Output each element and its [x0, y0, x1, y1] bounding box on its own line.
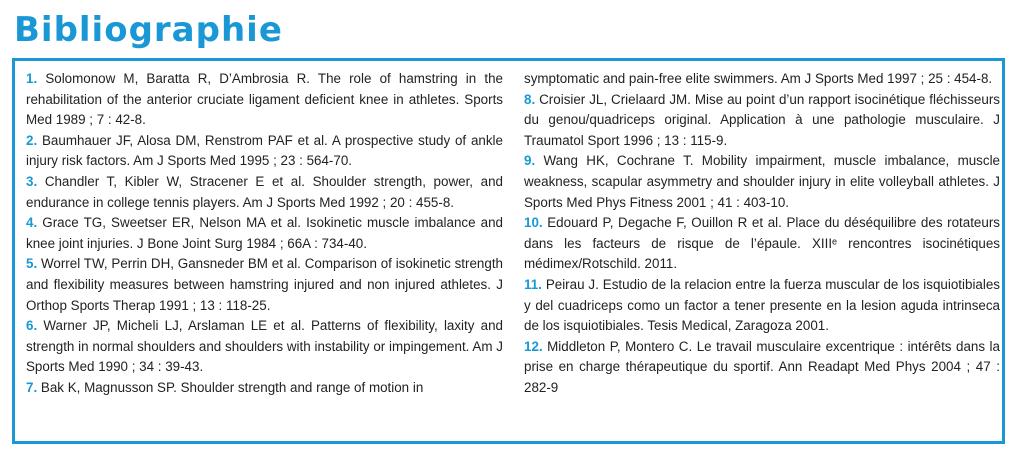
reference-item	[26, 378, 503, 399]
reference-text: Warner JP, Micheli LJ, Arslaman LE et al. Patterns of flexibility, laxity and strength in normal shoulders and shoulders with instability or impingement. Am J Sports Med 1990 ; 34 : 39-43.	[26, 318, 503, 375]
reference-text: Grace TG, Sweetser ER, Nelson MA et al. Isokinetic muscle imbalance and knee joint injuries. J Bone Joint Surg 1984 ; 66A : 734-40.	[26, 215, 503, 251]
reference-number: 6.	[26, 318, 38, 334]
reference-number: 11.	[524, 276, 542, 292]
reference-item	[524, 151, 1000, 213]
reference-item	[524, 90, 1000, 152]
reference-number: 8.	[524, 91, 536, 107]
reference-text: Bak K, Magnusson SP. Shoulder strength and range of motion in	[40, 379, 424, 395]
reference-item	[26, 254, 503, 316]
reference-text: Middleton P, Montero C. Le travail musculaire excentrique : intérêts dans la prise en charge thérapeutique du sportif. Ann Readapt Med Phys 2004 ; 47 : 282-9	[524, 338, 1000, 395]
reference-text: Croisier JL, Crielaard JM. Mise au point d’un rapport isocinétique fléchisseurs du genou/quadriceps original. Application à une pathologie musculaire. J Traumatol Sport 1996 ; 13 : 115-9.	[524, 91, 1000, 148]
reference-text: Wang HK, Cochrane T. Mobility impairment, muscle imbalance, muscle weakness, scapular asymmetry and shoulder injury in elite volleyball athletes. J Sports Med Phys Fitness 2001 ; 41 : 403-10.	[524, 153, 1000, 210]
reference-text: Chandler T, Kibler W, Stracener E et al. Shoulder strength, power, and endurance in college tennis players. Am J Sports Med 1992 ; 20 : 455-8.	[26, 173, 503, 210]
reference-item	[26, 213, 503, 254]
reference-number: 1.	[26, 71, 38, 86]
reference-text: symptomatic and pain-free elite swimmers. Am J Sports Med 1997 ; 25 : 454-8.	[524, 71, 993, 86]
bibliography-box	[12, 58, 1005, 444]
reference-item	[26, 316, 503, 378]
reference-text: Baumhauer JF, Alosa DM, Renstrom PAF et al. A prospective study of ankle injury risk factors. Am J Sports Med 1995 ; 23 : 564-70.	[26, 132, 503, 169]
references-column-left	[26, 69, 503, 399]
reference-item	[26, 172, 503, 213]
reference-number: 7.	[26, 379, 38, 395]
reference-item	[26, 131, 503, 172]
reference-number: 12.	[524, 338, 543, 354]
reference-item	[524, 275, 1000, 337]
reference-number: 2.	[26, 132, 38, 148]
reference-item	[524, 337, 1000, 399]
reference-text: Worrel TW, Perrin DH, Gansneder BM et al. Comparison of isokinetic strength and flexibility measures between hamstring injured and non injured athletes. J Orthop Sports Therap 1991 ; 13 : 118-25.	[26, 256, 503, 313]
reference-item	[26, 69, 503, 131]
reference-number: 4.	[26, 215, 38, 231]
reference-text: Edouard P, Degache F, Ouillon R et al. Place du déséquilibre des rotateurs dans les facteurs de risque de l’épaule. XIIIᵉ rencontres isocinétiques médimex/Rotschild. 2011.	[524, 215, 1000, 272]
page-title: Bibliographie	[14, 10, 283, 50]
reference-number: 5.	[26, 256, 38, 272]
reference-text: Solomonow M, Baratta R, D’Ambrosia R. The role of hamstring in the rehabilitation of the anterior cruciate ligament deficient knee in athletes. Sports Med 1989 ; 7 : 42-8.	[26, 71, 503, 128]
reference-number: 9.	[524, 153, 536, 169]
reference-item-continued	[524, 69, 1000, 90]
reference-number: 3.	[26, 173, 38, 189]
reference-item	[524, 213, 1000, 275]
reference-text: Peirau J. Estudio de la relacion entre la fuerza muscular de los isquiotibiales y del cuadriceps como un factor a tener presente en la lesion aguda intrinseca de los isquiotibiales. Tesis Medical, Zaragoza 2001.	[524, 276, 1000, 334]
references-column-right	[524, 69, 1000, 399]
reference-number: 10.	[524, 215, 543, 231]
